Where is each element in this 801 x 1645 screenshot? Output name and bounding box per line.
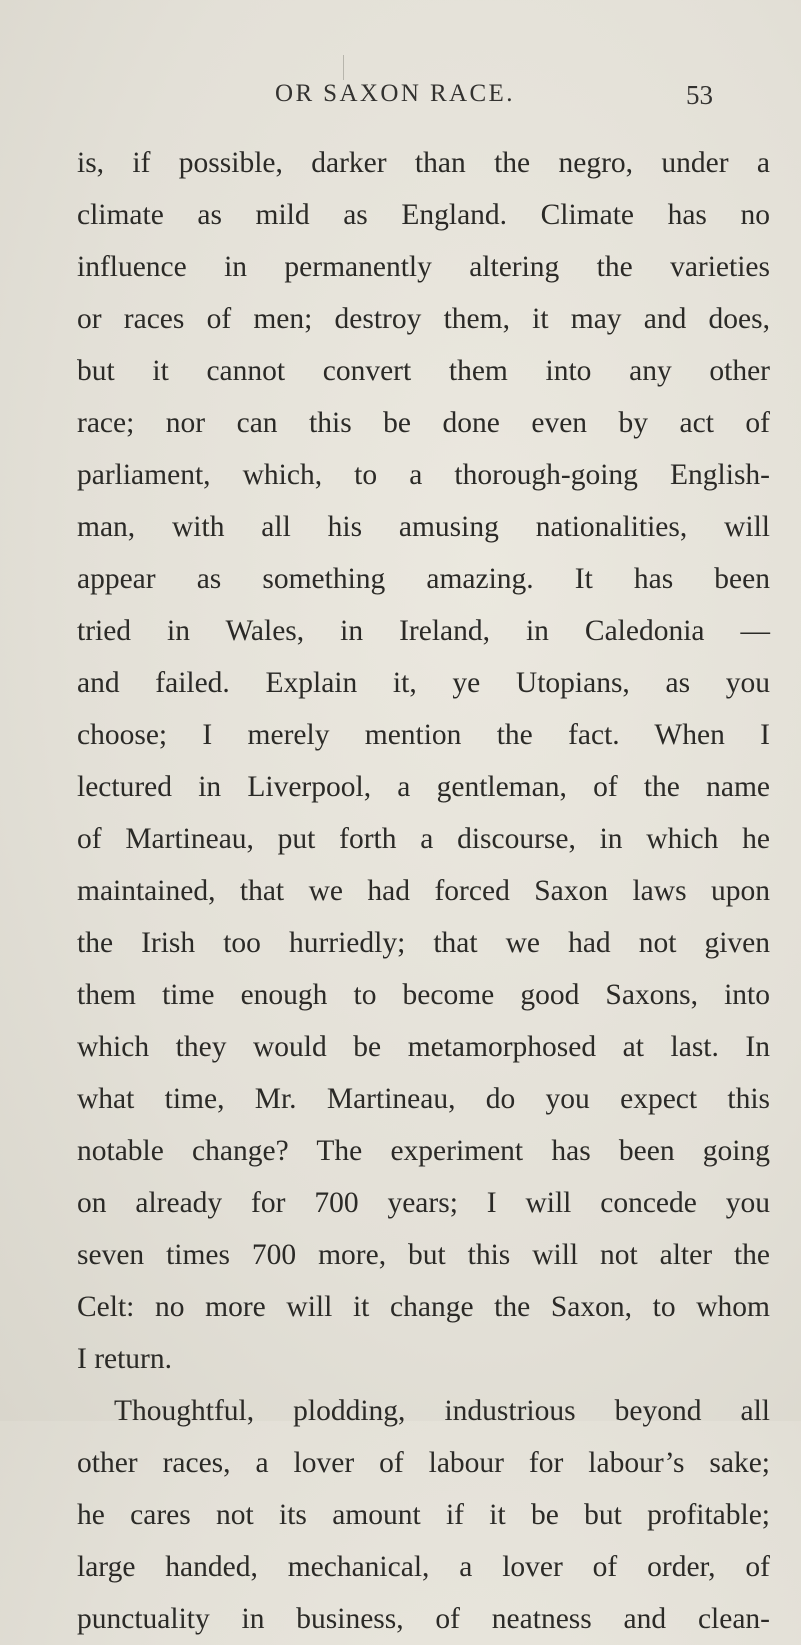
text-line: which they would be metamorphosed at last. In [77, 1031, 770, 1063]
text-line: what time, Mr. Martineau, do you expect this [77, 1083, 770, 1115]
paragraph-end-line: I return. [77, 1343, 173, 1375]
text-line: on already for 700 years; I will concede you [77, 1187, 770, 1219]
text-line: Celt: no more will it change the Saxon, to whom [77, 1291, 770, 1323]
text-line: race; nor can this be done even by act of [77, 407, 770, 439]
text-line: maintained, that we had forced Saxon laws upon [77, 875, 770, 907]
text-line: large handed, mechanical, a lover of order, of [77, 1551, 770, 1583]
text-line: climate as mild as England. Climate has no [77, 199, 770, 231]
text-line: of Martineau, put forth a discourse, in which he [77, 823, 770, 855]
text-line: them time enough to become good Saxons, into [77, 979, 770, 1011]
text-line: seven times 700 more, but this will not alter the [77, 1239, 770, 1271]
text-line: tried in Wales, in Ireland, in Caledonia — [77, 615, 770, 647]
page-header [0, 80, 801, 120]
text-line: but it cannot convert them into any other [77, 355, 770, 387]
text-line: punctuality in business, of neatness and clean- [77, 1603, 770, 1635]
running-head: OR SAXON RACE. [275, 80, 515, 107]
paragraph-start-line: Thoughtful, plodding, industrious beyond all [114, 1395, 770, 1427]
text-line: parliament, which, to a thorough-going English- [77, 459, 770, 491]
text-line: notable change? The experiment has been going [77, 1135, 770, 1167]
text-line: other races, a lover of labour for labour’s sake; [77, 1447, 770, 1479]
text-line: is, if possible, darker than the negro, under a [77, 147, 770, 179]
text-line: influence in permanently altering the varieties [77, 251, 770, 283]
text-line: or races of men; destroy them, it may and does, [77, 303, 770, 335]
text-line: choose; I merely mention the fact. When I [77, 719, 770, 751]
text-line: lectured in Liverpool, a gentleman, of the name [77, 771, 770, 803]
text-line: and failed. Explain it, ye Utopians, as you [77, 667, 770, 699]
body-text [77, 137, 770, 1645]
text-line: appear as something amazing. It has been [77, 563, 770, 595]
text-line: he cares not its amount if it be but profitable; [77, 1499, 770, 1531]
text-line: the Irish too hurriedly; that we had not given [77, 927, 770, 959]
page-blemish [343, 55, 347, 80]
text-line: man, with all his amusing nationalities, will [77, 511, 770, 543]
page-number: 53 [686, 80, 713, 110]
